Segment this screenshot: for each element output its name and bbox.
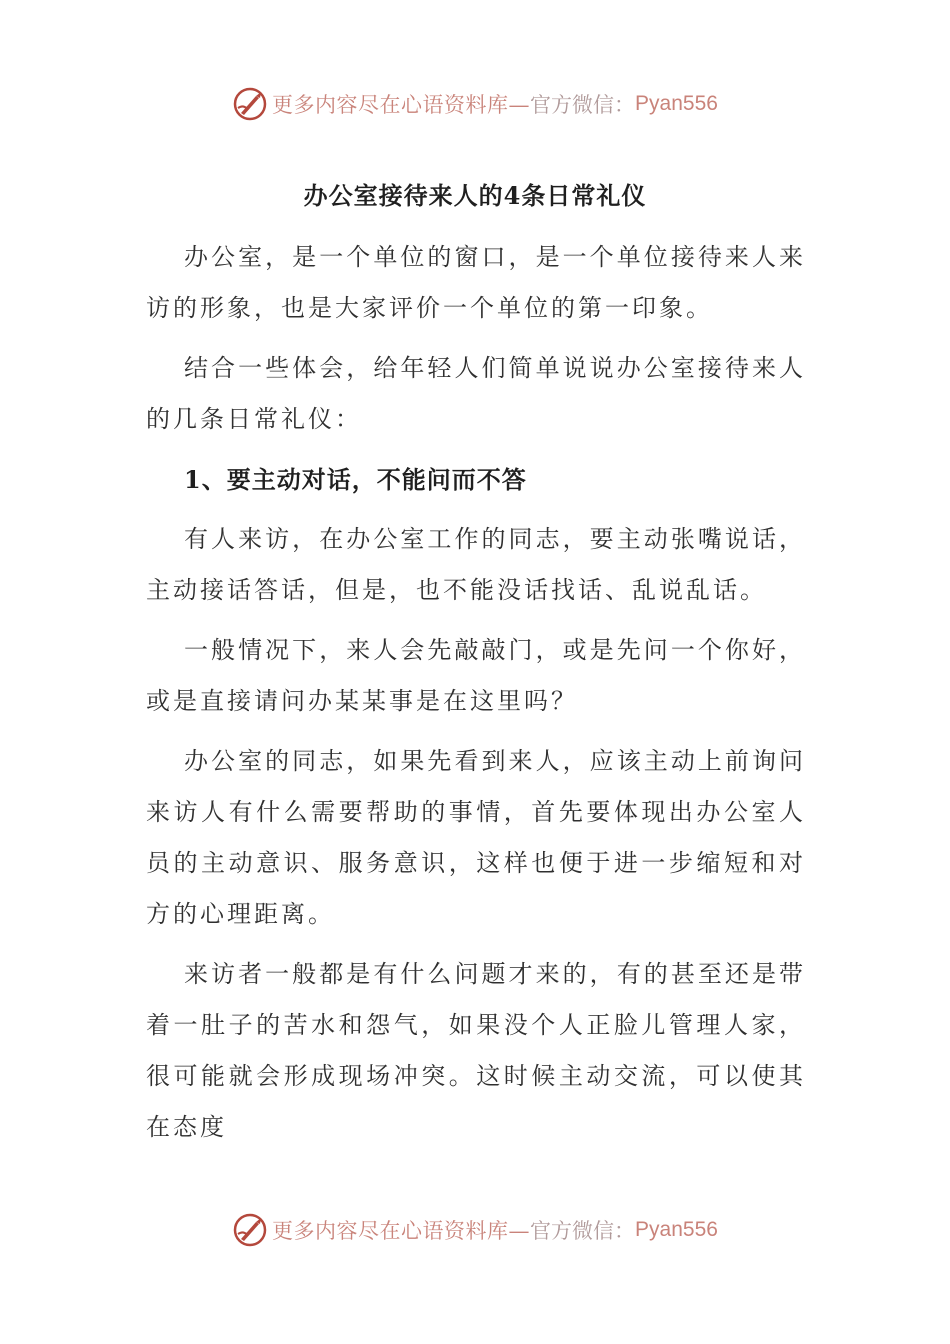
quill-pen-seal-icon [232, 1212, 268, 1248]
header-banner [0, 84, 950, 124]
paragraph: 办公室，是一个单位的窗口，是一个单位接待来人来访的形象，也是大家评价一个单位的第一印象。 [146, 243, 806, 322]
banner-text: 更多内容尽在心语资料库— [272, 1219, 531, 1243]
banner-text: 更多内容尽在心语资料库— [272, 93, 531, 117]
quill-pen-seal-icon [232, 86, 268, 122]
document-title: 办公室接待来人的4条日常礼仪 [303, 181, 647, 210]
paragraph: 一般情况下，来人会先敲敲门，或是先问一个你好，或是直接请问办某某事是在这里吗？ [146, 636, 806, 715]
section-heading: 1、要主动对话，不能问而不答 [184, 465, 527, 494]
paragraph: 结合一些体会，给年轻人们简单说说办公室接待来人的几条日常礼仪： [146, 354, 806, 433]
banner-wechat-label: 官方微信： [530, 1219, 636, 1243]
paragraph: 办公室的同志，如果先看到来人，应该主动上前询问来访人有什么需要帮助的事情，首先要体现出办公室人员的主动意识、服务意识，这样也便于进一步缩短和对方的心理距离。 [146, 747, 806, 928]
banner-wechat-label: 官方微信： [530, 93, 636, 117]
document-body [146, 232, 806, 1162]
footer-banner [0, 1210, 950, 1250]
banner-wechat-id: Pyan556 [635, 92, 718, 115]
paragraph: 有人来访，在办公室工作的同志，要主动张嘴说话，主动接话答话，但是，也不能没话找话、乱说乱话。 [146, 525, 806, 604]
banner-wechat-id: Pyan556 [635, 1218, 718, 1241]
paragraph: 来访者一般都是有什么问题才来的，有的甚至还是带着一肚子的苦水和怨气，如果没个人正脸儿管理人家，很可能就会形成现场冲突。这时候主动交流，可以使其在态度 [146, 960, 806, 1141]
